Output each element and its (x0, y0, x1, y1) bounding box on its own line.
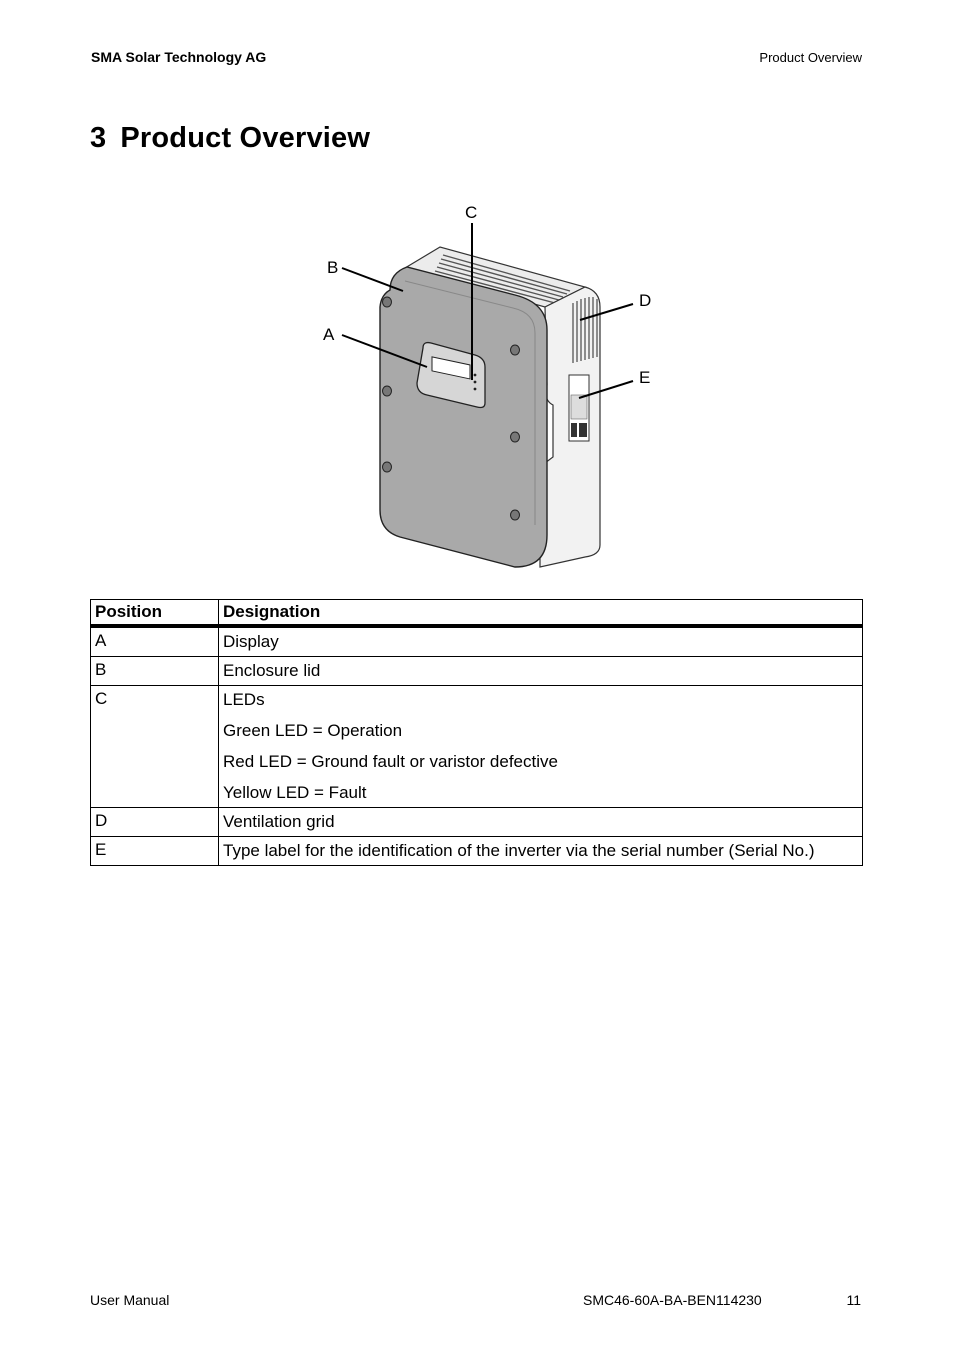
chapter-number: 3 (90, 122, 107, 154)
chapter-title: Product Overview (120, 122, 371, 154)
header-designation: Designation (219, 600, 863, 627)
designation-line: Green LED = Operation (223, 721, 403, 740)
row-position: D (91, 808, 219, 837)
row-position: B (91, 657, 219, 686)
inverter-illustration (315, 195, 660, 575)
callout-c: C (465, 203, 478, 222)
designation-line: Ventilation grid (223, 812, 335, 831)
callout-a: A (323, 325, 335, 344)
row-designation (219, 657, 863, 686)
row-designation (219, 626, 863, 657)
page-title (90, 122, 370, 155)
row-designation (219, 808, 863, 837)
row-position: A (91, 626, 219, 657)
footer-doc-type: User Manual (90, 1292, 170, 1308)
header-position: Position (91, 600, 219, 627)
designation-line: Type label for the identification of the inverter via the serial number (Serial No.) (223, 841, 815, 860)
table-row (91, 626, 863, 657)
designation-line: LEDs (223, 690, 265, 709)
row-designation (219, 686, 863, 808)
table-row (91, 837, 863, 866)
page-number: 11 (846, 1292, 861, 1308)
callout-d: D (639, 291, 652, 310)
designation-table (90, 599, 863, 866)
footer-doc-code: SMC46-60A-BA-BEN114230 (583, 1292, 762, 1308)
type-label (569, 375, 589, 441)
row-designation (219, 837, 863, 866)
side-ventilation-grid (573, 297, 597, 363)
callout-b: B (327, 258, 339, 277)
table-row (91, 808, 863, 837)
inverter-figure (315, 195, 660, 575)
table-header-row (91, 600, 863, 627)
callout-e: E (639, 368, 651, 387)
designation-line: Red LED = Ground fault or varistor defective (223, 752, 558, 771)
header-company: SMA Solar Technology AG (91, 49, 267, 65)
table-row (91, 686, 863, 808)
table-row (91, 657, 863, 686)
row-position: E (91, 837, 219, 866)
header-section: Product Overview (759, 50, 862, 65)
designation-line: Yellow LED = Fault (223, 783, 367, 802)
row-position: C (91, 686, 219, 808)
designation-line: Display (223, 632, 279, 651)
designation-line: Enclosure lid (223, 661, 321, 680)
